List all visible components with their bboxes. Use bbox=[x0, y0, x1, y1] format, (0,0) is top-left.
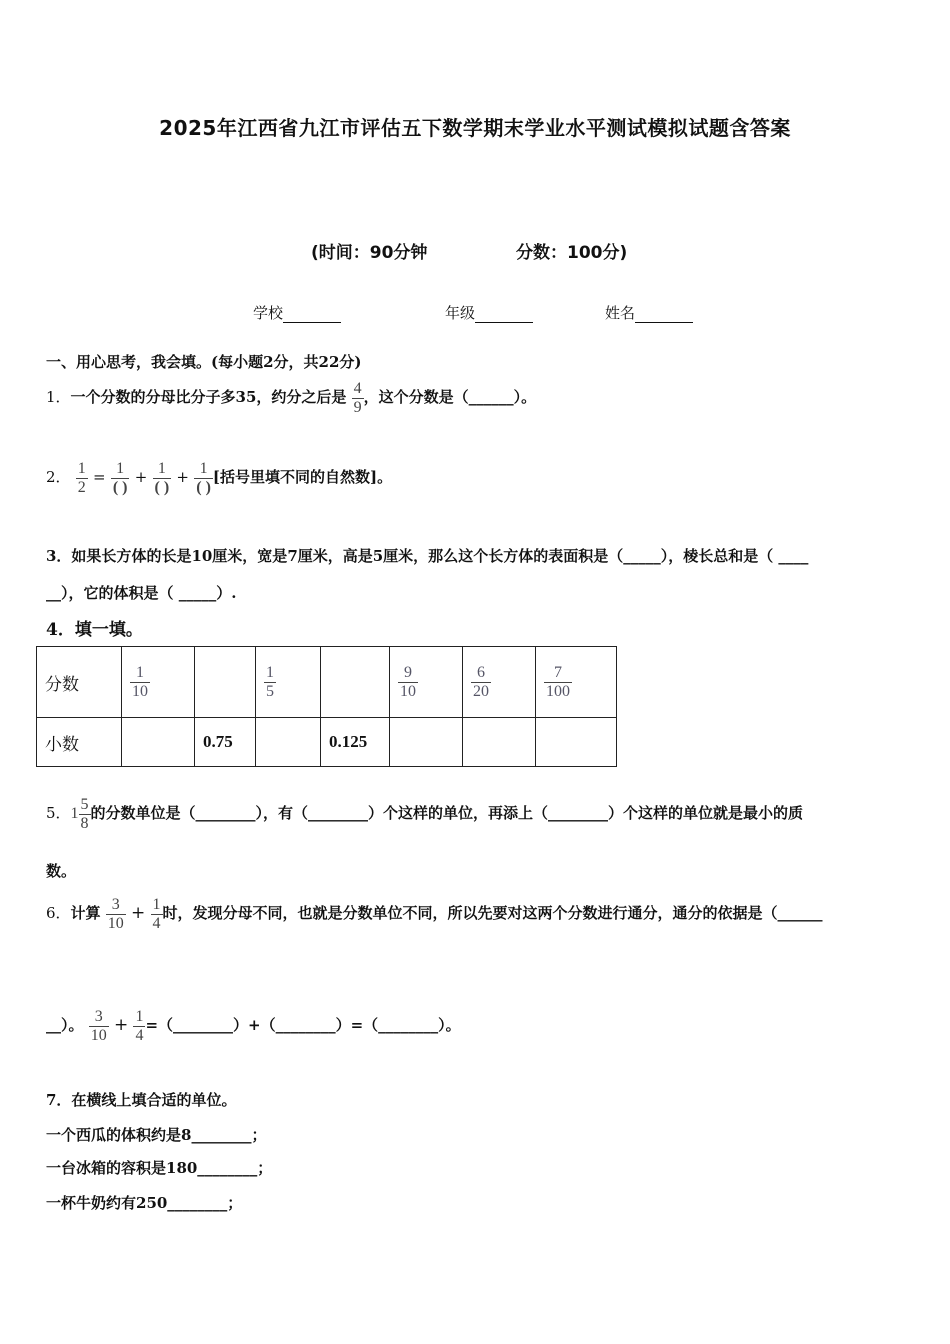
table-row-fractions bbox=[37, 647, 617, 718]
question-3-line-1: 3．如果长方体的长是10厘米，宽是7厘米，高是5厘米，那么这个长方体的表面积是（_____），棱长总和是（ ____ bbox=[46, 547, 809, 565]
q6-fraction-b: $\frac{1}{4}$ bbox=[152, 896, 161, 932]
section-heading: 一、用心思考，我会填。(每小题2分，共22分) bbox=[46, 353, 362, 371]
q2-number: 2． bbox=[46, 468, 71, 487]
name-label: 姓名 bbox=[605, 304, 636, 322]
q2-fraction-3[interactable]: $\frac{1}{( )}$ bbox=[196, 460, 211, 496]
fraction-cell-3: $\frac{1}{5}$ bbox=[256, 647, 321, 718]
fraction-cell-4[interactable] bbox=[321, 647, 390, 718]
question-7-label: 7．在横线上填合适的单位。 bbox=[46, 1091, 237, 1109]
row-head-fraction: 分数 bbox=[37, 647, 122, 718]
q2-fraction-1[interactable]: $\frac{1}{( )}$ bbox=[112, 460, 128, 496]
school-label: 学校 bbox=[253, 304, 284, 322]
grade-field bbox=[445, 302, 533, 323]
fraction-cell-5: $\frac{9}{10}$ bbox=[390, 647, 463, 718]
q6-line2-fraction-b: $\frac{1}{4}$ bbox=[135, 1008, 144, 1044]
grade-blank[interactable] bbox=[475, 304, 533, 323]
table-row-decimals bbox=[37, 718, 617, 767]
question-4-label: 4．填一填。 bbox=[46, 620, 143, 640]
q5-mixed-whole: 1 bbox=[70, 805, 79, 823]
question-6 bbox=[46, 896, 823, 932]
decimal-cell-5[interactable] bbox=[390, 718, 463, 767]
decimal-cell-1[interactable] bbox=[122, 718, 195, 767]
q6-line2-fraction-a: $\frac{3}{10}$ bbox=[90, 1008, 107, 1044]
question-3-line-2: __），它的体积是（ _____）. bbox=[46, 584, 237, 602]
q2-fraction-2[interactable]: $\frac{1}{( )}$ bbox=[154, 460, 170, 496]
fraction-cell-7: $\frac{7}{100}$ bbox=[536, 647, 617, 718]
conversion-table bbox=[36, 646, 617, 767]
q1-number: 1． bbox=[46, 388, 71, 407]
q5-text: 的分数单位是（________），有（________）个这样的单位，再添上（________）个这样的单位就是最小的质 bbox=[90, 804, 804, 823]
name-field bbox=[605, 302, 693, 323]
q1-fraction: $\frac{4}{9}$ bbox=[353, 380, 362, 416]
school-blank[interactable] bbox=[283, 304, 341, 323]
fraction-cell-1: $\frac{1}{10}$ bbox=[122, 647, 195, 718]
question-5 bbox=[46, 796, 803, 832]
grade-label: 年级 bbox=[445, 304, 476, 322]
school-field bbox=[253, 302, 341, 323]
name-blank[interactable] bbox=[635, 304, 693, 323]
q5-number: 5． bbox=[46, 804, 71, 823]
question-6-line-2 bbox=[46, 1008, 461, 1044]
q7-item-1: 一个西瓜的体积约是8________； bbox=[46, 1126, 267, 1144]
q6-pre: 计算 bbox=[70, 904, 101, 923]
question-1 bbox=[46, 380, 536, 416]
q6-number: 6． bbox=[46, 904, 71, 923]
q6-text: 时，发现分母不同，也就是分数单位不同，所以先要对这两个分数进行通分，通分的依据是（______ bbox=[162, 904, 823, 923]
q2-plus-1: + bbox=[134, 468, 148, 487]
question-5-line-2: 数。 bbox=[46, 862, 77, 880]
q1-answer: ，这个分数是（______）。 bbox=[363, 388, 537, 407]
q6-line2-plus: + bbox=[113, 1015, 129, 1036]
q7-item-3: 一杯牛奶约有250________； bbox=[46, 1194, 243, 1212]
q5-mixed-fraction: $\frac{5}{8}$ bbox=[80, 796, 89, 832]
question-2 bbox=[46, 460, 392, 496]
q2-note: [括号里填不同的自然数]。 bbox=[212, 468, 393, 487]
page-title: 2025年江西省九江市评估五下数学期末学业水平测试模拟试题含答案 bbox=[159, 116, 791, 140]
decimal-cell-7[interactable] bbox=[536, 718, 617, 767]
q2-lhs-fraction: $\frac{1}{2}$ bbox=[77, 460, 86, 496]
fraction-cell-6: $\frac{6}{20}$ bbox=[463, 647, 536, 718]
q7-item-2: 一台冰箱的容积是180________； bbox=[46, 1159, 273, 1177]
q2-plus-2: + bbox=[176, 468, 189, 487]
q6-line2-pre: __）。 bbox=[46, 1016, 84, 1035]
decimal-cell-3[interactable] bbox=[256, 718, 321, 767]
q6-line2-post: =（________）+（________）=（________）。 bbox=[145, 1016, 461, 1035]
fraction-cell-2[interactable] bbox=[195, 647, 256, 718]
decimal-cell-4: 0.125 bbox=[321, 718, 390, 767]
exam-time: (时间：90分钟 bbox=[311, 243, 428, 263]
row-head-decimal: 小数 bbox=[37, 718, 122, 767]
q6-plus: + bbox=[131, 903, 146, 924]
exam-score: 分数：100分) bbox=[516, 243, 628, 263]
q6-fraction-a: $\frac{3}{10}$ bbox=[107, 896, 124, 932]
decimal-cell-2: 0.75 bbox=[195, 718, 256, 767]
q1-text: 一个分数的分母比分子多35，约分之后是 bbox=[70, 388, 347, 407]
decimal-cell-6[interactable] bbox=[463, 718, 536, 767]
q2-equals: = bbox=[93, 468, 106, 487]
